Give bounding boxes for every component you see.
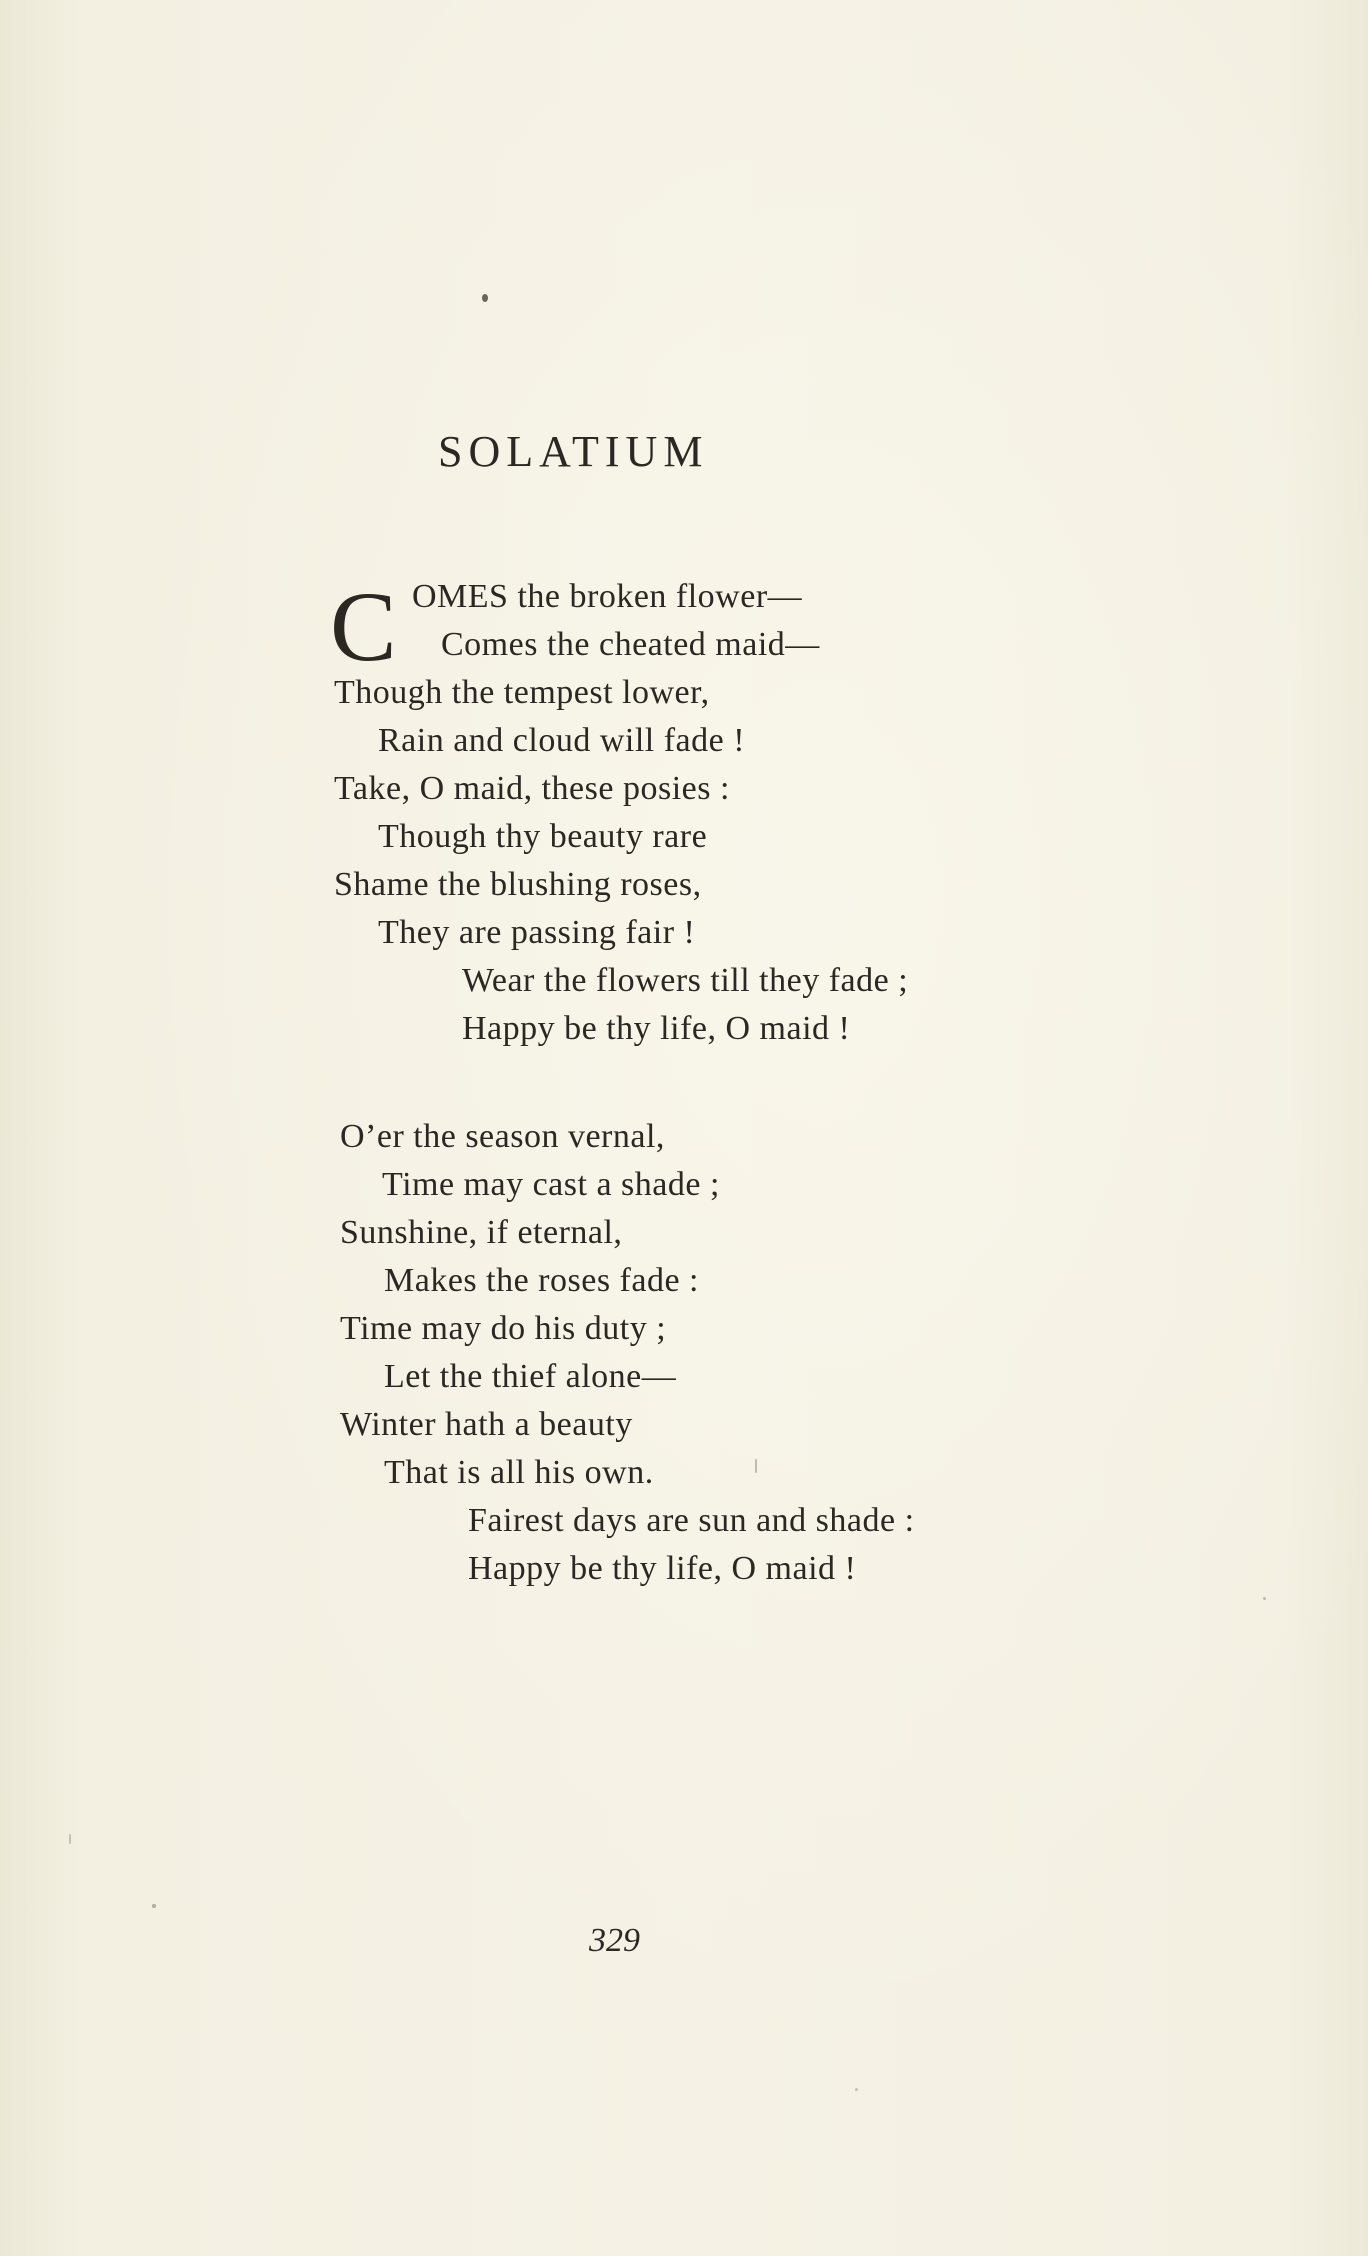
ink-speck <box>755 1459 757 1473</box>
poem-line: They are passing fair ! <box>378 914 696 951</box>
poem-line: OMES the broken flower— <box>412 578 803 615</box>
ink-speck <box>1263 1597 1266 1600</box>
poem-line: Winter hath a beauty <box>340 1406 633 1443</box>
poem-line: Sunshine, if eternal, <box>340 1214 623 1251</box>
poem-line: Though thy beauty rare <box>378 818 708 855</box>
poem-line: Fairest days are sun and shade : <box>468 1502 915 1539</box>
poem-line: Happy be thy life, O maid ! <box>468 1550 857 1587</box>
ink-speck <box>152 1904 156 1908</box>
poem-line: Take, O maid, these posies : <box>334 770 730 807</box>
poem-title: SOLATIUM <box>438 427 709 476</box>
ink-speck <box>855 2088 858 2091</box>
poem-line: Let the thief alone— <box>384 1358 677 1395</box>
poem-line: Happy be thy life, O maid ! <box>462 1010 851 1047</box>
ink-speck <box>69 1834 71 1844</box>
poem-line: Wear the flowers till they fade ; <box>462 962 909 999</box>
ink-speck <box>482 294 488 302</box>
page-number: 329 <box>589 1922 640 1959</box>
poem-line: Shame the blushing roses, <box>334 866 702 903</box>
poem-line: Makes the roses fade : <box>384 1262 700 1299</box>
poem-line: Comes the cheated maid— <box>441 626 820 663</box>
drop-cap: C <box>330 571 397 682</box>
poem-line: Time may do his duty ; <box>340 1310 667 1347</box>
poem-line: Time may cast a shade ; <box>382 1166 720 1203</box>
poem-line: O’er the season vernal, <box>340 1118 665 1155</box>
poem-line: That is all his own. <box>384 1454 654 1491</box>
poem-line: Rain and cloud will fade ! <box>378 722 746 759</box>
poem-line: Though the tempest lower, <box>334 674 710 711</box>
